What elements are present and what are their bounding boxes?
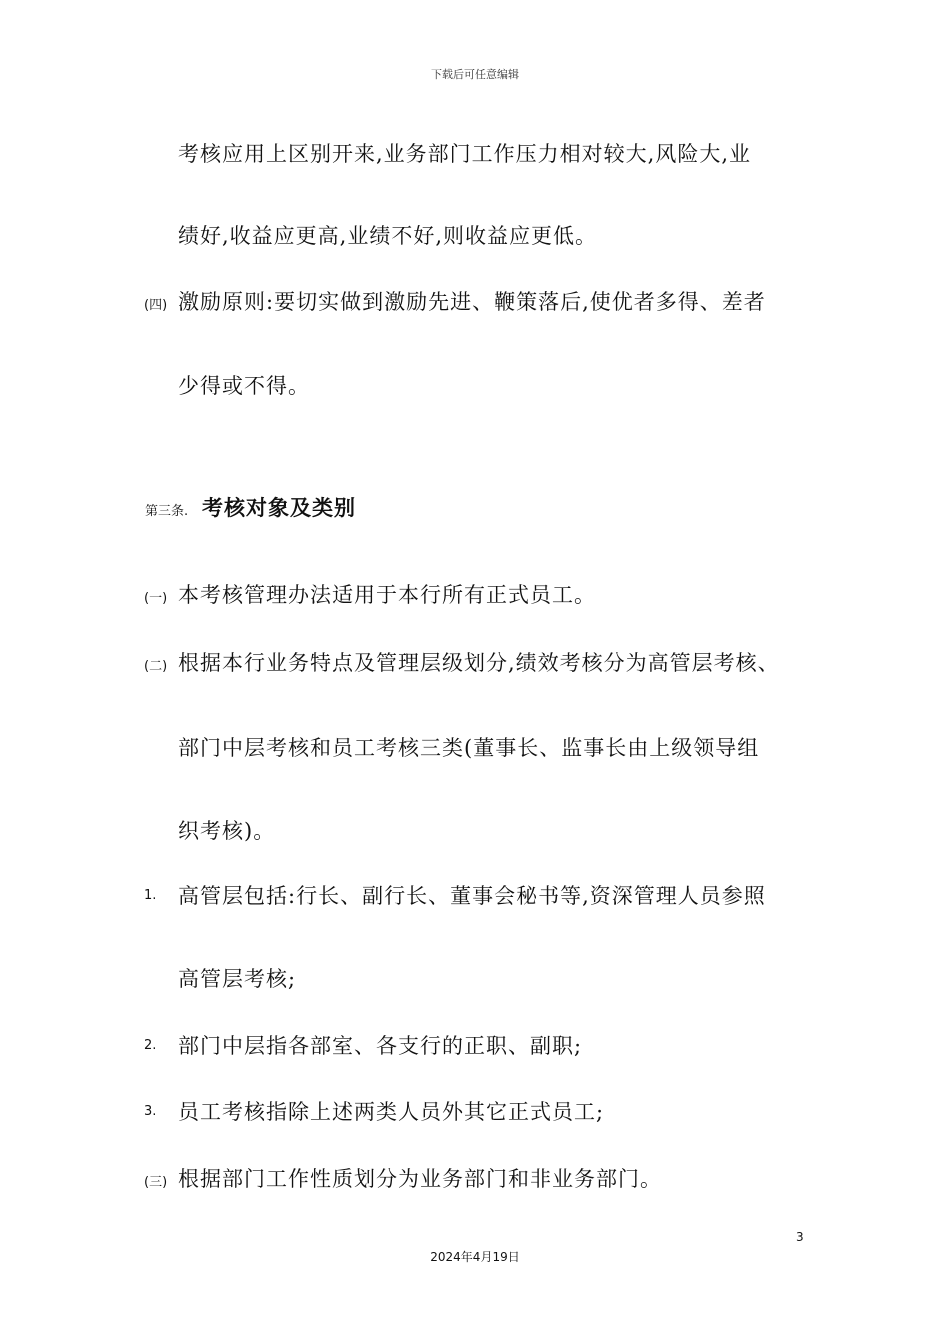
paragraph-line: 部门中层考核和员工考核三类(董事长、监事长由上级领导组	[178, 736, 760, 760]
list-marker: 3.	[144, 1104, 157, 1119]
page-header: 下载后可任意编辑	[431, 68, 519, 81]
paragraph-line: 根据本行业务特点及管理层级划分,绩效考核分为高管层考核、	[178, 651, 780, 675]
list-marker: (四)	[144, 298, 168, 313]
paragraph-line: 高管层考核;	[178, 967, 297, 991]
paragraph-line: 本考核管理办法适用于本行所有正式员工。	[178, 583, 596, 607]
paragraph-line: 激励原则:要切实做到激励先进、鞭策落后,使优者多得、差者	[178, 290, 766, 314]
section-title: 考核对象及类别	[202, 496, 356, 520]
list-marker: (三)	[144, 1175, 168, 1190]
list-marker: 1.	[144, 888, 157, 903]
paragraph-line: 绩好,收益应更高,业绩不好,则收益应更低。	[178, 224, 598, 248]
paragraph-line: 员工考核指除上述两类人员外其它正式员工;	[178, 1100, 605, 1124]
paragraph-line: 部门中层指各部室、各支行的正职、副职;	[178, 1034, 583, 1058]
list-marker: 2.	[144, 1038, 157, 1053]
paragraph-line: 考核应用上区别开来,业务部门工作压力相对较大,风险大,业	[178, 142, 752, 166]
paragraph-line: 高管层包括:行长、副行长、董事会秘书等,资深管理人员参照	[178, 884, 766, 908]
list-marker: (二)	[144, 659, 168, 674]
page-footer-date: 2024年4月19日	[430, 1250, 520, 1264]
paragraph-line: 织考核)。	[178, 819, 276, 843]
page-number: 3	[796, 1230, 804, 1244]
section-number: 第三条.	[145, 504, 189, 519]
paragraph-line: 根据部门工作性质划分为业务部门和非业务部门。	[178, 1167, 662, 1191]
paragraph-line: 少得或不得。	[178, 374, 310, 398]
list-marker: (一)	[144, 591, 168, 606]
